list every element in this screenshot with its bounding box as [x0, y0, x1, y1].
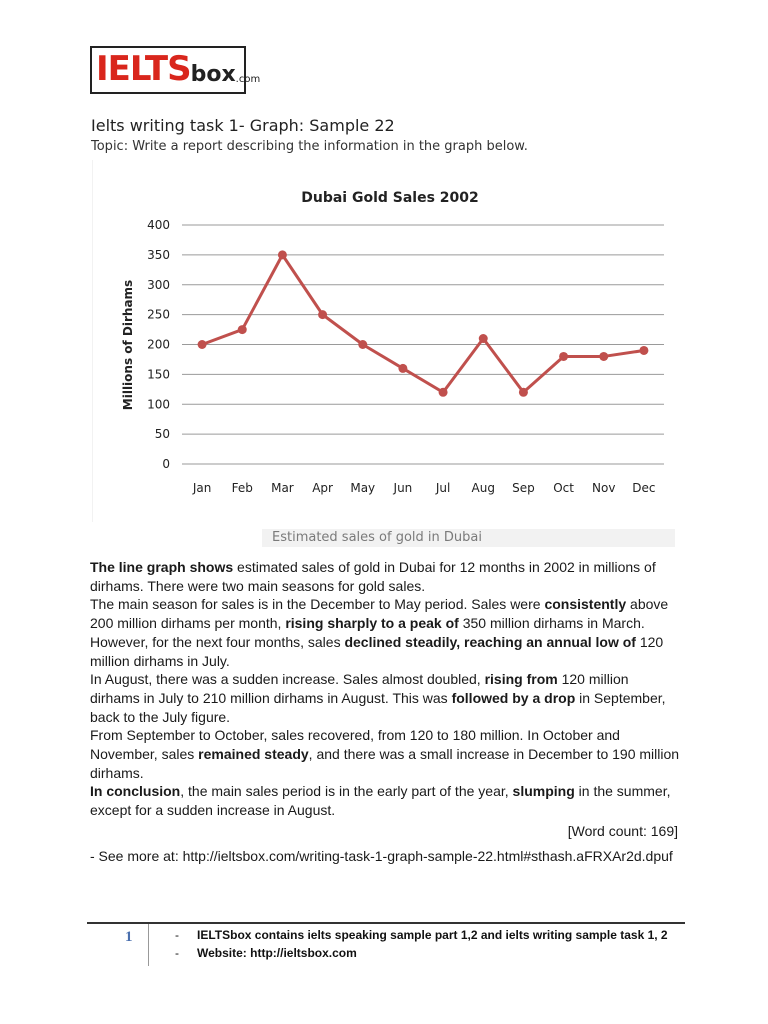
essay-text: The main season for sales is in the December to May period. Sales were — [90, 596, 545, 613]
bold-phrase: rising from — [484, 671, 558, 688]
footer-line-1 — [175, 928, 668, 942]
x-tick-label: Jan — [192, 481, 212, 495]
chart-background — [92, 160, 676, 522]
x-tick-label: Jun — [393, 481, 413, 495]
bullet-dash: - — [175, 946, 179, 960]
essay-paragraph-3 — [90, 670, 682, 726]
essay-text: above 200 million dirhams per month, — [90, 596, 669, 632]
logo-domain: .com — [235, 74, 261, 85]
topic-text: Topic: Write a report describing the information in the graph below. — [91, 139, 528, 154]
page-title: Ielts writing task 1- Graph: Sample 22 — [91, 116, 395, 135]
footer-line-2[interactable] — [175, 946, 357, 960]
ieltsbox-logo — [90, 46, 261, 94]
bold-phrase: The line graph shows — [90, 559, 234, 575]
essay-text: in the summer, except for a sudden increase in August. — [90, 783, 671, 819]
footer-website[interactable]: Website: http://ieltsbox.com — [197, 946, 357, 960]
essay-text: , the main sales period is in the early part of the year, — [180, 783, 513, 800]
data-point-sep — [519, 388, 528, 397]
y-tick-label: 300 — [147, 277, 170, 292]
essay-paragraph-1 — [90, 558, 682, 595]
essay-paragraph-5 — [90, 782, 682, 819]
y-tick-label: 50 — [154, 427, 170, 442]
y-tick-label: 100 — [147, 397, 170, 412]
logo-ielts: IELTS — [96, 49, 191, 89]
bold-phrase: consistently — [544, 596, 627, 613]
data-point-may — [358, 340, 367, 349]
x-tick-label: Feb — [231, 481, 253, 495]
data-point-oct — [559, 352, 568, 361]
chart-title: Dubai Gold Sales 2002 — [301, 190, 479, 206]
chart-caption: Estimated sales of gold in Dubai — [262, 529, 675, 547]
bold-phrase: followed by a drop — [451, 689, 576, 706]
essay-text: estimated sales of gold in Dubai for 12 months in 2002 in millions of dirhams. There were two main seasons for gold sales. — [90, 559, 656, 594]
x-tick-label: Aug — [471, 481, 495, 495]
essay-text: , and there was a small increase in December to 190 million dirhams. — [90, 746, 680, 781]
x-tick-label: Jul — [435, 481, 451, 495]
see-more-link[interactable]: - See more at: http://ieltsbox.com/writing-task-1-graph-sample-22.html#sthash.aFRXAr2d.dpuf — [90, 847, 673, 864]
essay-text: 120 million dirhams in July to 210 million dirhams in August. This was — [90, 671, 629, 706]
y-tick-label: 250 — [147, 307, 170, 322]
bold-phrase: slumping — [512, 783, 575, 800]
x-tick-label: Dec — [632, 481, 656, 495]
footer-text: IELTSbox contains ielts speaking sample part 1,2 and ielts writing sample task 1, 2 — [197, 928, 668, 942]
data-point-jul — [439, 388, 448, 397]
data-point-dec — [639, 346, 648, 355]
data-point-apr — [318, 310, 327, 319]
essay-paragraph-4 — [90, 726, 682, 782]
data-point-jan — [198, 340, 207, 349]
x-tick-label: May — [350, 481, 376, 495]
logo-box: box — [190, 62, 236, 87]
y-tick-label: 0 — [162, 457, 170, 471]
x-tick-label: Mar — [271, 481, 294, 495]
data-point-feb — [238, 325, 247, 334]
data-point-nov — [599, 352, 608, 361]
page-number: 1 — [125, 929, 133, 945]
essay-text: 350 million dirhams in March. However, for the next four months, sales — [90, 615, 645, 650]
dubai-gold-sales-chart — [92, 160, 676, 522]
bullet-dash: - — [175, 928, 179, 942]
x-tick-label: Nov — [592, 481, 616, 495]
essay-paragraph-2 — [90, 595, 682, 670]
footer-separator — [148, 924, 149, 966]
essay-text: In August, there was a sudden increase. Sales almost doubled, — [90, 671, 485, 688]
bold-phrase: remained steady — [198, 746, 309, 763]
y-axis-label: Millions of Dirhams — [121, 279, 135, 411]
y-tick-label: 350 — [147, 247, 170, 262]
data-point-jun — [398, 364, 407, 373]
bold-phrase: rising sharply to a peak of — [285, 615, 459, 632]
essay-text: From September to October, sales recovered, from 120 to 180 million. In October and November, sales — [90, 727, 620, 763]
y-tick-label: 400 — [147, 218, 170, 232]
x-tick-label: Sep — [512, 481, 535, 495]
word-count: [Word count: 169] — [567, 822, 678, 839]
essay — [90, 558, 682, 867]
x-tick-label: Apr — [312, 481, 333, 495]
essay-text: 120 million dirhams in July. — [90, 633, 664, 669]
footer-divider — [87, 922, 685, 924]
bold-phrase: In conclusion — [90, 783, 181, 800]
y-tick-label: 200 — [147, 337, 170, 352]
bold-phrase: declined steadily, reaching an annual low of — [344, 633, 636, 650]
data-point-aug — [479, 334, 488, 343]
y-tick-label: 150 — [147, 367, 170, 382]
essay-text: in September, back to the July figure. — [90, 689, 666, 725]
data-point-mar — [278, 250, 287, 259]
x-tick-label: Oct — [553, 481, 574, 495]
